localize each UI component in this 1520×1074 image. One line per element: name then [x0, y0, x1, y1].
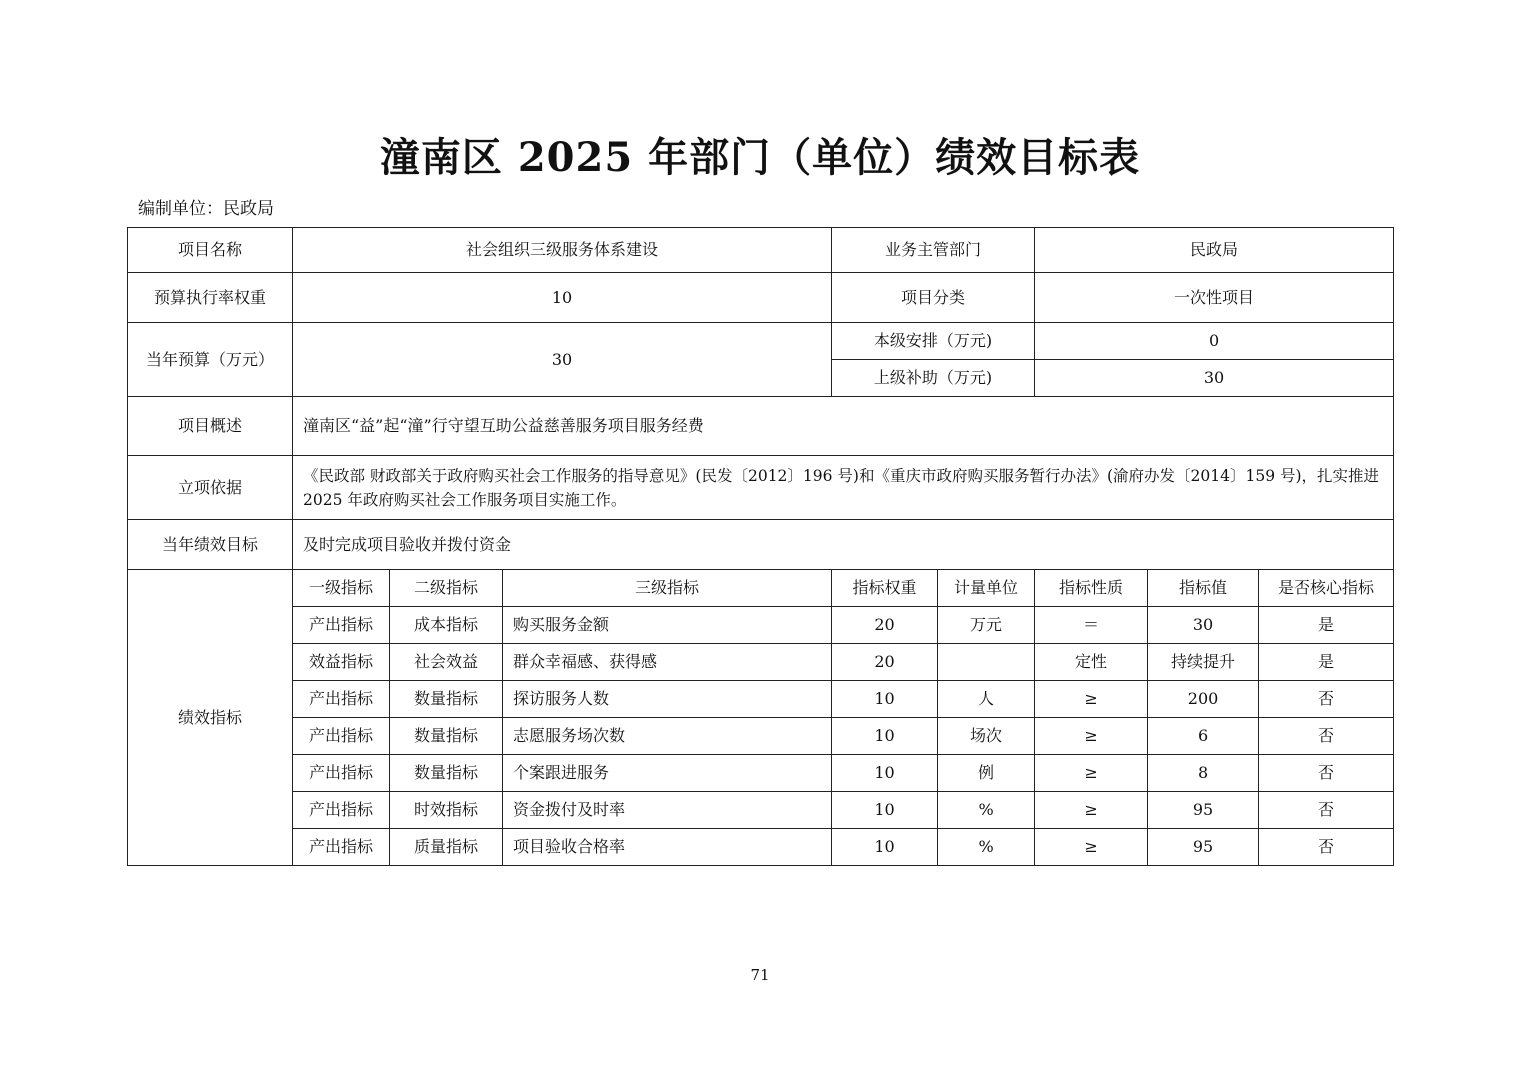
header-weight: 指标权重: [832, 570, 938, 607]
indicator-unit: 万元: [938, 607, 1035, 644]
indicator-nature: 定性: [1035, 644, 1148, 681]
row-basis: [128, 456, 1394, 520]
indicator-level3: 群众幸福感、获得感: [503, 644, 832, 681]
indicator-nature: ≥: [1035, 792, 1148, 829]
dept-label: 业务主管部门: [832, 228, 1035, 273]
indicator-level1: 产出指标: [293, 718, 390, 755]
local-value: 0: [1035, 323, 1394, 360]
indicator-level3: 志愿服务场次数: [503, 718, 832, 755]
indicator-level2: 数量指标: [390, 718, 503, 755]
indicator-weight: 10: [832, 681, 938, 718]
indicator-core: 否: [1259, 718, 1394, 755]
table-row: [128, 681, 1394, 718]
header-core: 是否核心指标: [1259, 570, 1394, 607]
budget-label: 当年预算（万元）: [128, 323, 293, 397]
indicator-level1: 产出指标: [293, 755, 390, 792]
indicator-weight: 10: [832, 755, 938, 792]
header-unit: 计量单位: [938, 570, 1035, 607]
table-row: [128, 718, 1394, 755]
indicator-level2: 社会效益: [390, 644, 503, 681]
basis-label: 立项依据: [128, 456, 293, 520]
weight-label: 预算执行率权重: [128, 273, 293, 323]
indicator-value: 95: [1148, 829, 1259, 866]
indicator-value: 持续提升: [1148, 644, 1259, 681]
page-title: 潼南区 2025 年部门（单位）绩效目标表: [379, 134, 1141, 181]
indicator-weight: 20: [832, 607, 938, 644]
indicator-weight: 10: [832, 718, 938, 755]
indicator-header-row: [128, 570, 1394, 607]
indicator-core: 否: [1259, 829, 1394, 866]
indicator-core: 否: [1259, 681, 1394, 718]
dept-value: 民政局: [1035, 228, 1394, 273]
header-nature: 指标性质: [1035, 570, 1148, 607]
indicator-level3: 项目验收合格率: [503, 829, 832, 866]
row-overview: [128, 397, 1394, 456]
table-row: [128, 829, 1394, 866]
indicator-level1: 产出指标: [293, 607, 390, 644]
goal-value: 及时完成项目验收并拨付资金: [293, 520, 1394, 570]
upper-label: 上级补助（万元): [832, 360, 1035, 397]
overview-label: 项目概述: [128, 397, 293, 456]
indicator-value: 95: [1148, 792, 1259, 829]
basis-value: 《民政部 财政部关于政府购买社会工作服务的指导意见》(民发〔2012〕196 号)和《重庆市政府购买服务暂行办法》(渝府办发〔2014〕159 号)，扎实推进 2025 年政府购买社会工作服务项目实施工作。: [293, 456, 1394, 520]
header-l3: 三级指标: [503, 570, 832, 607]
table-row: [128, 607, 1394, 644]
indicator-level3: 资金拨付及时率: [503, 792, 832, 829]
indicator-value: 30: [1148, 607, 1259, 644]
row-goal: [128, 520, 1394, 570]
indicator-level2: 成本指标: [390, 607, 503, 644]
indicator-level1: 产出指标: [293, 681, 390, 718]
row-budget: [128, 323, 1394, 360]
project-name-label: 项目名称: [128, 228, 293, 273]
indicator-level2: 数量指标: [390, 755, 503, 792]
compiling-unit: 编制单位：民政局: [138, 199, 274, 219]
indicator-unit: 场次: [938, 718, 1035, 755]
page-number: 71: [750, 966, 770, 984]
indicator-level2: 时效指标: [390, 792, 503, 829]
indicators-label: 绩效指标: [128, 570, 293, 866]
header-l2: 二级指标: [390, 570, 503, 607]
header-l1: 一级指标: [293, 570, 390, 607]
indicator-weight: 20: [832, 644, 938, 681]
indicator-unit: [938, 644, 1035, 681]
category-label: 项目分类: [832, 273, 1035, 323]
indicator-value: 8: [1148, 755, 1259, 792]
row-project-name: [128, 228, 1394, 273]
indicator-nature: ≥: [1035, 681, 1148, 718]
overview-value: 潼南区“益”起“潼”行守望互助公益慈善服务项目服务经费: [293, 397, 1394, 456]
indicator-level3: 探访服务人数: [503, 681, 832, 718]
indicator-weight: 10: [832, 792, 938, 829]
indicator-core: 否: [1259, 792, 1394, 829]
weight-value: 10: [293, 273, 832, 323]
indicator-unit: 人: [938, 681, 1035, 718]
budget-value: 30: [293, 323, 832, 397]
indicator-nature: ≥: [1035, 718, 1148, 755]
indicator-level1: 效益指标: [293, 644, 390, 681]
indicator-nature: ＝: [1035, 607, 1148, 644]
table-row: [128, 792, 1394, 829]
indicator-level3: 个案跟进服务: [503, 755, 832, 792]
indicator-weight: 10: [832, 829, 938, 866]
row-weight: [128, 273, 1394, 323]
performance-table: [127, 227, 1394, 866]
table-row: [128, 644, 1394, 681]
indicator-nature: ≥: [1035, 829, 1148, 866]
indicator-level2: 质量指标: [390, 829, 503, 866]
indicator-core: 是: [1259, 644, 1394, 681]
indicator-value: 6: [1148, 718, 1259, 755]
indicator-value: 200: [1148, 681, 1259, 718]
local-label: 本级安排（万元): [832, 323, 1035, 360]
table-row: [128, 755, 1394, 792]
indicator-nature: ≥: [1035, 755, 1148, 792]
indicator-core: 否: [1259, 755, 1394, 792]
indicator-unit: 例: [938, 755, 1035, 792]
upper-value: 30: [1035, 360, 1394, 397]
indicator-unit: %: [938, 829, 1035, 866]
category-value: 一次性项目: [1035, 273, 1394, 323]
indicator-level3: 购买服务金额: [503, 607, 832, 644]
project-name-value: 社会组织三级服务体系建设: [293, 228, 832, 273]
indicator-core: 是: [1259, 607, 1394, 644]
goal-label: 当年绩效目标: [128, 520, 293, 570]
indicator-level1: 产出指标: [293, 792, 390, 829]
indicator-unit: %: [938, 792, 1035, 829]
header-value: 指标值: [1148, 570, 1259, 607]
indicator-level2: 数量指标: [390, 681, 503, 718]
indicator-level1: 产出指标: [293, 829, 390, 866]
